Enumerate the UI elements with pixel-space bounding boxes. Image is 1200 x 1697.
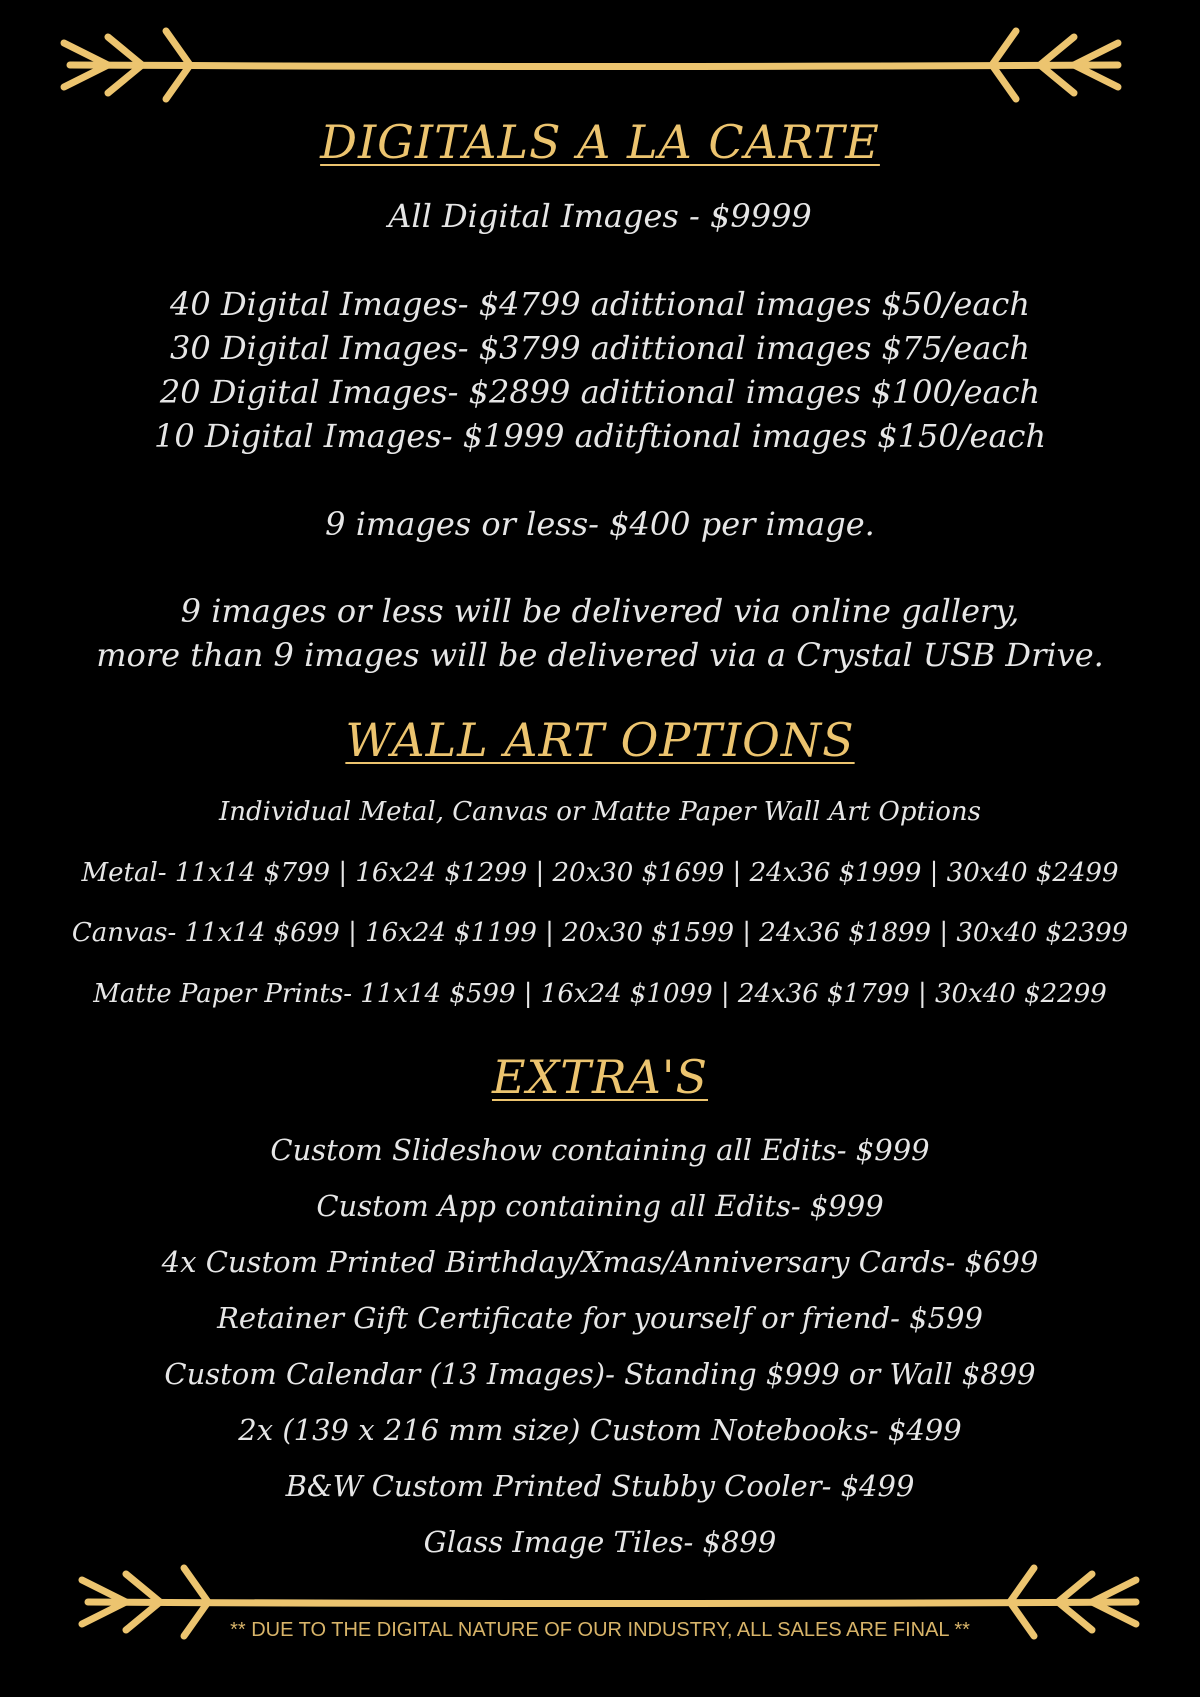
extras-item: Custom App containing all Edits- $999 xyxy=(316,1189,884,1223)
extras-item: Retainer Gift Certificate for yourself or friend- $599 xyxy=(217,1301,983,1335)
extras-item: 4x Custom Printed Birthday/Xmas/Anniversary Cards- $699 xyxy=(161,1245,1039,1279)
delivery-note: more than 9 images will be delivered via a Crystal USB Drive. xyxy=(96,636,1104,674)
sales-final-disclaimer: ** DUE TO THE DIGITAL NATURE OF OUR INDUSTRY, ALL SALES ARE FINAL ** xyxy=(230,1619,970,1641)
package-line: 30 Digital Images- $3799 adittional images $75/each xyxy=(170,329,1030,367)
package-line: 10 Digital Images- $1999 aditftional images $150/each xyxy=(153,417,1047,455)
extras-item: Glass Image Tiles- $899 xyxy=(423,1525,777,1559)
wall-art-option: Matte Paper Prints- 11x14 $599 | 16x24 $1099 | 24x36 $1799 | 30x40 $2299 xyxy=(93,979,1107,1009)
extras-item: Custom Slideshow containing all Edits- $999 xyxy=(270,1133,930,1167)
delivery-note: 9 images or less will be delivered via online gallery, xyxy=(180,592,1020,630)
extras-item: B&W Custom Printed Stubby Cooler- $499 xyxy=(285,1469,915,1503)
all-digital-images-price: All Digital Images - $9999 xyxy=(388,197,812,235)
wall-art-intro: Individual Metal, Canvas or Matte Paper Wall Art Options xyxy=(219,797,981,827)
small-order-price: 9 images or less- $400 per image. xyxy=(325,505,875,543)
wall-art-option: Canvas- 11x14 $699 | 16x24 $1199 | 20x30 $1599 | 24x36 $1899 | 30x40 $2399 xyxy=(71,918,1129,948)
package-line: 20 Digital Images- $2899 adittional images $100/each xyxy=(159,373,1041,411)
package-line: 40 Digital Images- $4799 adittional images $50/each xyxy=(170,285,1030,323)
wall-art-heading: WALL ART OPTIONS xyxy=(345,713,855,767)
wall-art-option: Metal- 11x14 $799 | 16x24 $1299 | 20x30 $1699 | 24x36 $1999 | 30x40 $2499 xyxy=(81,858,1119,888)
extras-heading: EXTRA'S xyxy=(491,1050,709,1104)
top-arrow-divider xyxy=(0,25,1200,105)
extras-item: Custom Calendar (13 Images)- Standing $999 or Wall $899 xyxy=(164,1357,1036,1391)
digitals-heading: DIGITALS A LA CARTE xyxy=(320,115,880,169)
extras-item: 2x (139 x 216 mm size) Custom Notebooks- $499 xyxy=(238,1413,962,1447)
